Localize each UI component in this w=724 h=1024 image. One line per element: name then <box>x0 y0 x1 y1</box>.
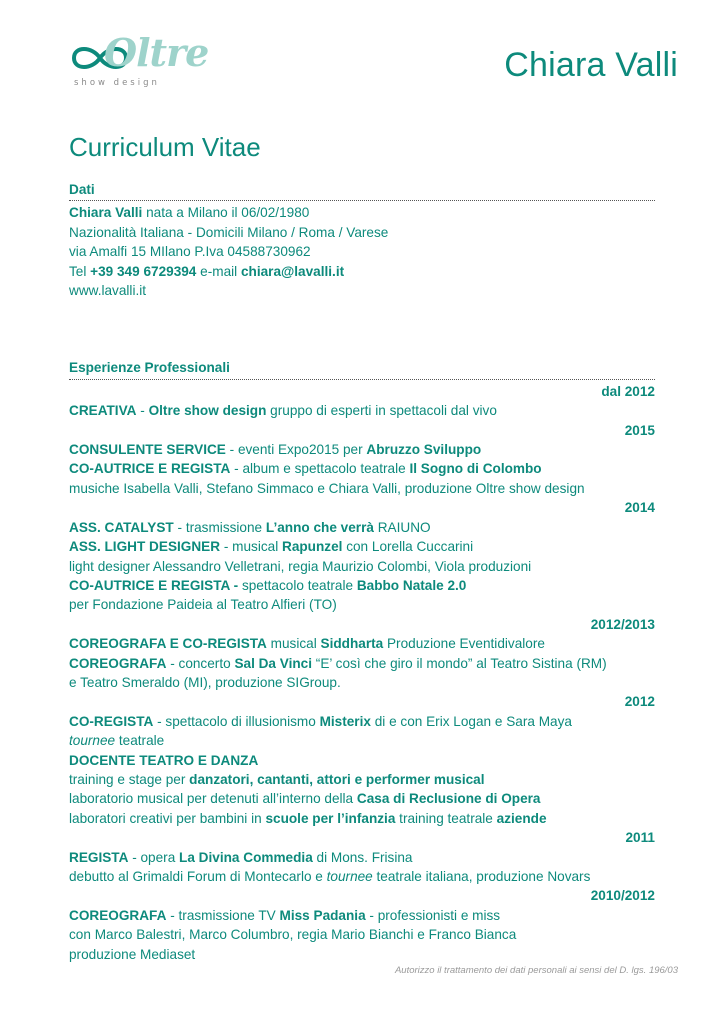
text-segment: - spettacolo di illusionismo <box>153 713 320 729</box>
experience-heading: Esperienze Professionali <box>69 358 655 379</box>
text-segment: www.lavalli.it <box>69 283 147 299</box>
text-segment: COREOGRAFA E CO-REGISTA <box>69 636 267 652</box>
logo <box>70 30 209 92</box>
text-segment: training teatrale <box>395 810 497 826</box>
experience-line <box>69 401 655 420</box>
experience-line <box>69 731 655 750</box>
text-segment: - eventi Expo2015 per <box>225 442 367 458</box>
experience-section <box>69 382 655 964</box>
text-segment: Misterix <box>319 713 371 729</box>
text-segment: Abruzzo Sviluppo <box>366 442 482 458</box>
text-segment: teatrale italiana, produzione Novars <box>372 869 591 884</box>
text-segment: Rapunzel <box>282 539 343 555</box>
text-segment: gruppo di esperti in spettacoli dal vivo <box>266 403 497 419</box>
text-segment: Chiara Valli <box>69 205 143 221</box>
text-segment: - professionisti e miss <box>365 907 501 923</box>
text-segment: CO-AUTRICE E REGISTA - <box>69 577 239 593</box>
dati-line <box>69 242 655 261</box>
experience-line <box>69 576 655 595</box>
dati-line <box>69 203 655 222</box>
text-segment: tournee <box>69 733 116 749</box>
text-segment: produzione Mediaset <box>69 946 196 962</box>
experience-line <box>69 945 655 964</box>
text-segment: - concerto <box>166 655 235 671</box>
experience-year: 2014 <box>624 500 655 516</box>
text-segment: laboratori creativi per bambini in <box>69 810 266 826</box>
text-segment: Produzione Eventidivalore <box>383 636 545 652</box>
text-segment: COREOGRAFA <box>69 655 167 671</box>
text-segment: REGISTA <box>69 849 129 865</box>
text-segment: laboratorio musical per detenuti all’interno della <box>69 791 357 807</box>
text-segment: musical <box>266 636 321 652</box>
experience-line <box>69 634 655 653</box>
text-segment: Babbo Natale 2.0 <box>356 577 467 593</box>
text-segment: con Lorella Cuccarini <box>342 539 474 555</box>
text-segment: - trasmissione TV <box>166 907 280 923</box>
experience-line <box>69 809 655 828</box>
text-segment: COREOGRAFA <box>69 907 167 923</box>
experience-year: 2015 <box>624 422 655 438</box>
text-segment: tournee <box>326 869 373 884</box>
experience-line <box>69 848 655 867</box>
text-segment: debutto al Grimaldi Forum di Montecarlo e <box>69 869 327 884</box>
text-segment: - trasmissione <box>173 519 266 535</box>
text-segment: via Amalfi 15 MIlano P.Iva 04588730962 <box>69 244 311 260</box>
text-segment: danzatori, cantanti, attori e performer musical <box>189 771 485 787</box>
experience-line <box>69 770 655 789</box>
text-segment: light designer Alessandro Velletrani, regia Maurizio Colombi, Viola produzioni <box>69 558 532 574</box>
text-segment: +39 349 6729394 <box>90 263 197 279</box>
experience-year: 2011 <box>625 830 655 846</box>
text-segment: di Mons. Frisina <box>312 849 413 865</box>
experience-year: 2010/2012 <box>590 888 655 904</box>
text-segment: con Marco Balestri, Marco Columbro, regia Mario Bianchi e Franco Bianca <box>69 927 517 943</box>
text-segment: musiche Isabella Valli, Stefano Simmaco e Chiara Valli, produzione Oltre show design <box>69 480 585 496</box>
text-segment: “E’ così che giro il mondo” al Teatro Sistina (RM) <box>312 655 607 671</box>
text-segment: RAIUNO <box>373 519 431 535</box>
text-segment: Nazionalità Italiana - Domicili Milano / Roma / Varese <box>69 224 389 240</box>
candidate-name: Chiara Valli <box>504 46 678 84</box>
text-segment: CONSULENTE SERVICE <box>69 442 226 458</box>
text-segment: Sal Da Vinci <box>234 655 313 671</box>
privacy-footer: Autorizzo il trattamento dei dati personali ai sensi del D. lgs. 196/03 <box>394 965 678 976</box>
experience-year: 2012 <box>624 694 655 710</box>
text-segment: - album e spettacolo teatrale <box>230 461 410 477</box>
logo-tagline: show design <box>74 78 160 88</box>
experience-line <box>69 479 655 498</box>
experience-line <box>69 518 655 537</box>
experience-line <box>69 925 655 944</box>
text-segment: - musical <box>220 539 282 555</box>
text-segment: ASS. LIGHT DESIGNER <box>69 539 221 555</box>
text-segment: Il Sogno di Colombo <box>409 461 542 477</box>
text-segment: scuole per l’infanzia <box>265 810 396 826</box>
dati-line <box>69 223 655 242</box>
text-segment: CO-REGISTA <box>69 713 154 729</box>
dati-line <box>69 262 655 281</box>
logo-text: Oltre <box>104 30 209 75</box>
dati-section <box>69 203 655 300</box>
experience-line <box>69 459 655 478</box>
text-segment: e-mail <box>196 263 241 279</box>
text-segment: Casa di Reclusione di Opera <box>356 791 541 807</box>
text-segment: spettacolo teatrale <box>238 577 357 593</box>
text-segment: Oltre show design <box>148 403 267 419</box>
text-segment: aziende <box>496 810 547 826</box>
experience-year: dal 2012 <box>601 383 655 399</box>
experience-year: 2012/2013 <box>590 616 655 632</box>
text-segment: Miss Padania <box>279 907 366 923</box>
text-segment: La Divina Commedia <box>179 849 313 865</box>
experience-line <box>69 673 655 692</box>
text-segment: per Fondazione Paideia al Teatro Alfieri (TO) <box>69 597 337 613</box>
experience-line <box>69 595 655 614</box>
text-segment: teatrale <box>115 733 165 749</box>
page-title: Curriculum Vitae <box>69 132 261 162</box>
text-segment: CREATIVA <box>69 403 137 419</box>
experience-line <box>69 537 655 556</box>
text-segment: CO-AUTRICE E REGISTA <box>69 461 231 477</box>
experience-line <box>69 557 655 576</box>
text-segment: training e stage per <box>69 771 190 787</box>
text-segment: Siddharta <box>320 636 384 652</box>
experience-line <box>69 712 655 731</box>
text-segment: di e con Erix Logan e Sara Maya <box>370 713 572 729</box>
text-segment: nata a Milano il 06/02/1980 <box>142 205 310 221</box>
cv-content <box>69 180 655 964</box>
text-segment: DOCENTE TEATRO E DANZA <box>69 752 259 768</box>
experience-line <box>69 440 655 459</box>
text-segment: ASS. CATALYST <box>69 519 174 535</box>
experience-line <box>69 751 655 770</box>
text-segment: Tel <box>69 263 91 279</box>
text-segment: - opera <box>128 849 180 865</box>
text-segment: L’anno che verrà <box>265 519 374 535</box>
experience-line <box>69 654 655 673</box>
dati-line <box>69 281 655 300</box>
experience-line <box>69 867 655 886</box>
text-segment: chiara@lavalli.it <box>240 263 345 279</box>
dati-heading: Dati <box>69 180 655 201</box>
experience-line <box>69 906 655 925</box>
experience-line <box>69 789 655 808</box>
text-segment: e Teatro Smeraldo (MI), produzione SIGroup. <box>69 674 341 690</box>
text-segment: - <box>136 403 149 419</box>
